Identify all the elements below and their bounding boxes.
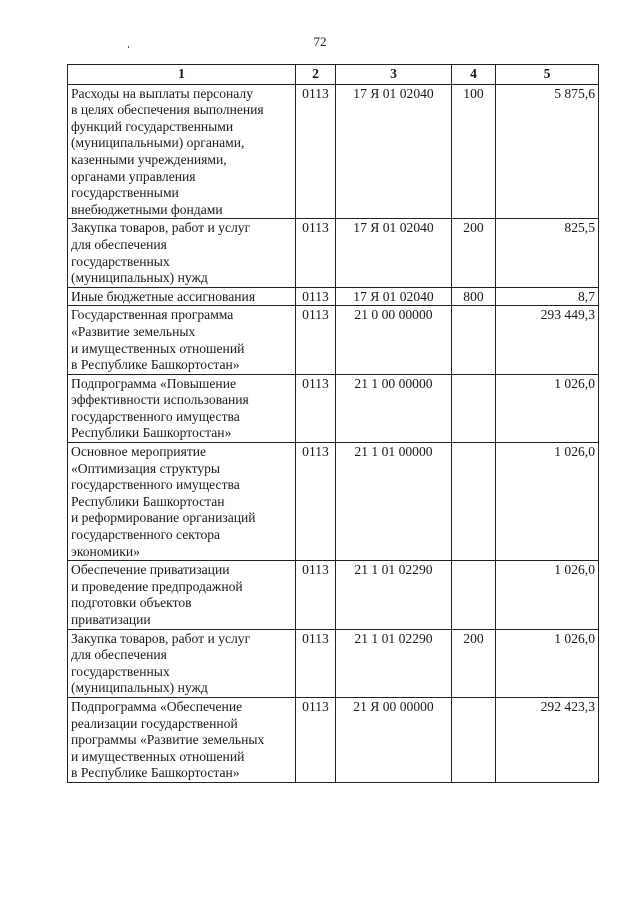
row-target-code: 21 0 00 00000 [336, 306, 452, 374]
row-section-code: 0113 [296, 287, 336, 306]
row-name: Закупка товаров, работ и услуг для обеспечения государственных (муниципальных) нужд [68, 629, 296, 697]
row-target-code: 21 1 01 02290 [336, 629, 452, 697]
row-amount: 5 875,6 [496, 84, 599, 219]
header-col-4: 4 [452, 65, 496, 85]
row-expense-type: 200 [452, 629, 496, 697]
row-amount: 825,5 [496, 219, 599, 287]
header-col-2: 2 [296, 65, 336, 85]
row-amount: 8,7 [496, 287, 599, 306]
row-section-code: 0113 [296, 84, 336, 219]
table-row [68, 306, 599, 374]
row-expense-type [452, 561, 496, 629]
row-target-code: 17 Я 01 02040 [336, 84, 452, 219]
row-target-code: 21 1 01 00000 [336, 443, 452, 561]
row-section-code: 0113 [296, 697, 336, 782]
table-row [68, 219, 599, 287]
table-row [68, 561, 599, 629]
table-row [68, 697, 599, 782]
row-target-code: 21 Я 00 00000 [336, 697, 452, 782]
row-name: Государственная программа «Развитие земельных и имущественных отношений в Республике Башкортостан» [68, 306, 296, 374]
row-name: Иные бюджетные ассигнования [68, 287, 296, 306]
table-row [68, 84, 599, 219]
row-amount: 1 026,0 [496, 629, 599, 697]
row-name: Подпрограмма «Обеспечение реализации государственной программы «Развитие земельных и имущественных отношений в Республике Башкортостан» [68, 697, 296, 782]
row-section-code: 0113 [296, 219, 336, 287]
scan-speck [128, 46, 129, 48]
row-expense-type [452, 306, 496, 374]
row-name: Основное мероприятие «Оптимизация структуры государственного имущества Республики Башкортостан и реформирование организаций государственного сектора экономики» [68, 443, 296, 561]
row-target-code: 21 1 01 02290 [336, 561, 452, 629]
row-section-code: 0113 [296, 443, 336, 561]
table-row [68, 443, 599, 561]
table-row [68, 629, 599, 697]
budget-table [67, 64, 599, 783]
header-col-1: 1 [68, 65, 296, 85]
row-section-code: 0113 [296, 374, 336, 442]
row-target-code: 21 1 00 00000 [336, 374, 452, 442]
row-expense-type: 100 [452, 84, 496, 219]
row-section-code: 0113 [296, 306, 336, 374]
header-col-3: 3 [336, 65, 452, 85]
row-amount: 1 026,0 [496, 561, 599, 629]
row-section-code: 0113 [296, 629, 336, 697]
row-name: Подпрограмма «Повышение эффективности использования государственного имущества Республики Башкортостан» [68, 374, 296, 442]
row-amount: 293 449,3 [496, 306, 599, 374]
header-col-5: 5 [496, 65, 599, 85]
table-row [68, 287, 599, 306]
row-amount: 292 423,3 [496, 697, 599, 782]
row-expense-type: 200 [452, 219, 496, 287]
row-amount: 1 026,0 [496, 443, 599, 561]
row-name: Обеспечение приватизации и проведение предпродажной подготовки объектов приватизации [68, 561, 296, 629]
row-expense-type [452, 443, 496, 561]
row-expense-type [452, 374, 496, 442]
row-expense-type: 800 [452, 287, 496, 306]
row-target-code: 17 Я 01 02040 [336, 219, 452, 287]
page-number: 72 [313, 34, 327, 49]
row-expense-type [452, 697, 496, 782]
table-header-row [68, 65, 599, 85]
row-target-code: 17 Я 01 02040 [336, 287, 452, 306]
row-name: Расходы на выплаты персоналу в целях обеспечения выполнения функций государственными (муниципальными) органами, казенными учреждениями, органами управления государственными внебюджетными фондами [68, 84, 296, 219]
table-row [68, 374, 599, 442]
row-name: Закупка товаров, работ и услуг для обеспечения государственных (муниципальных) нужд [68, 219, 296, 287]
row-amount: 1 026,0 [496, 374, 599, 442]
row-section-code: 0113 [296, 561, 336, 629]
